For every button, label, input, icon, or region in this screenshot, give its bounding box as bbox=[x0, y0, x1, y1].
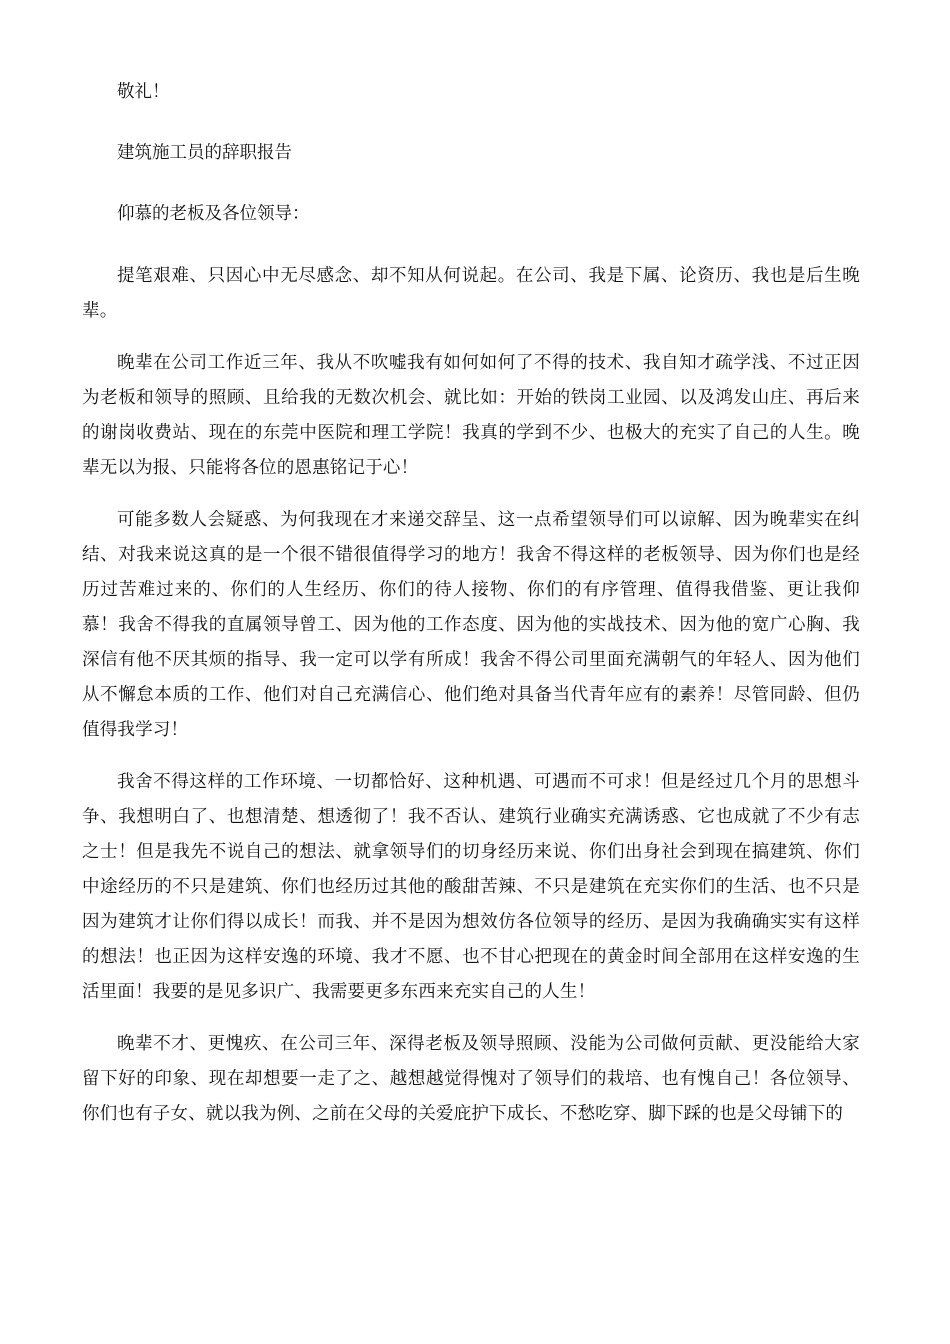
paragraph-4: 我舍不得这样的工作环境、一切都恰好、这种机遇、可遇而不可求！但是经过几个月的思想斗争、我想明白了、也想清楚、想透彻了！我不否认、建筑行业确实充满诱惑、它也成就了不少有志之士！但是我先不说自己的想法、就拿领导们的切身经历来说、你们出身社会到现在搞建筑、你们中途经历的不只是建筑、你们也经历过其他的酸甜苦辣、不只是建筑在充实你们的生活、也不只是因为建筑才让你们得以成长！而我、并不是因为想效仿各位领导的经历、是因为我确确实实有这样的想法！也正因为这样安逸的环境、我才不愿、也不甘心把现在的黄金时间全部用在这样安逸的生活里面！我要的是见多识广、我需要更多东西来充实自己的人生！ bbox=[82, 772, 860, 1002]
paragraph-2: 晚辈在公司工作近三年、我从不吹嘘我有如何如何了不得的技术、我自知才疏学浅、不过正因为老板和领导的照顾、且给我的无数次机会、就比如：开始的铁岗工业园、以及鸿发山庄、再后来的谢岗收费站、现在的东莞中医院和理工学院！我真的学到不少、也极大的充实了自己的人生。晚辈无以为报、只能将各位的恩惠铭记于心！ bbox=[82, 353, 860, 478]
paragraph-1: 提笔艰难、只因心中无尽感念、却不知从何说起。在公司、我是下属、论资历、我也是后生晚辈。 bbox=[82, 266, 860, 321]
document-page bbox=[82, 76, 860, 1149]
document-title: 建筑施工员的辞职报告 bbox=[117, 143, 292, 163]
paragraph-5: 晚辈不才、更愧疚、在公司三年、深得老板及领导照顾、没能为公司做何贡献、更没能给大家留下好的印象、现在却想要一走了之、越想越觉得愧对了领导们的栽培、也有愧自己！各位领导、你们也有子女、就以我为例、之前在父母的关爱庇护下成长、不愁吃穿、脚下踩的也是父母铺下的 bbox=[82, 1034, 860, 1124]
salutation: 仰慕的老板及各位领导： bbox=[117, 204, 310, 224]
closing-text: 敬礼！ bbox=[117, 82, 170, 102]
paragraph-3: 可能多数人会疑惑、为何我现在才来递交辞呈、这一点希望领导们可以谅解、因为晚辈实在纠结、对我来说这真的是一个很不错很值得学习的地方！我舍不得这样的老板领导、因为你们也是经历过苦难过来的、你们的人生经历、你们的待人接物、你们的有序管理、值得我借鉴、更让我仰慕！我舍不得我的直属领导曾工、因为他的工作态度、因为他的实战技术、因为他的宽广心胸、我深信有他不厌其烦的指导、我一定可以学有所成！我舍不得公司里面充满朝气的年轻人、因为他们从不懈怠本质的工作、他们对自己充满信心、他们绝对具备当代青年应有的素养！尽管同龄、但仍值得我学习！ bbox=[82, 510, 860, 740]
